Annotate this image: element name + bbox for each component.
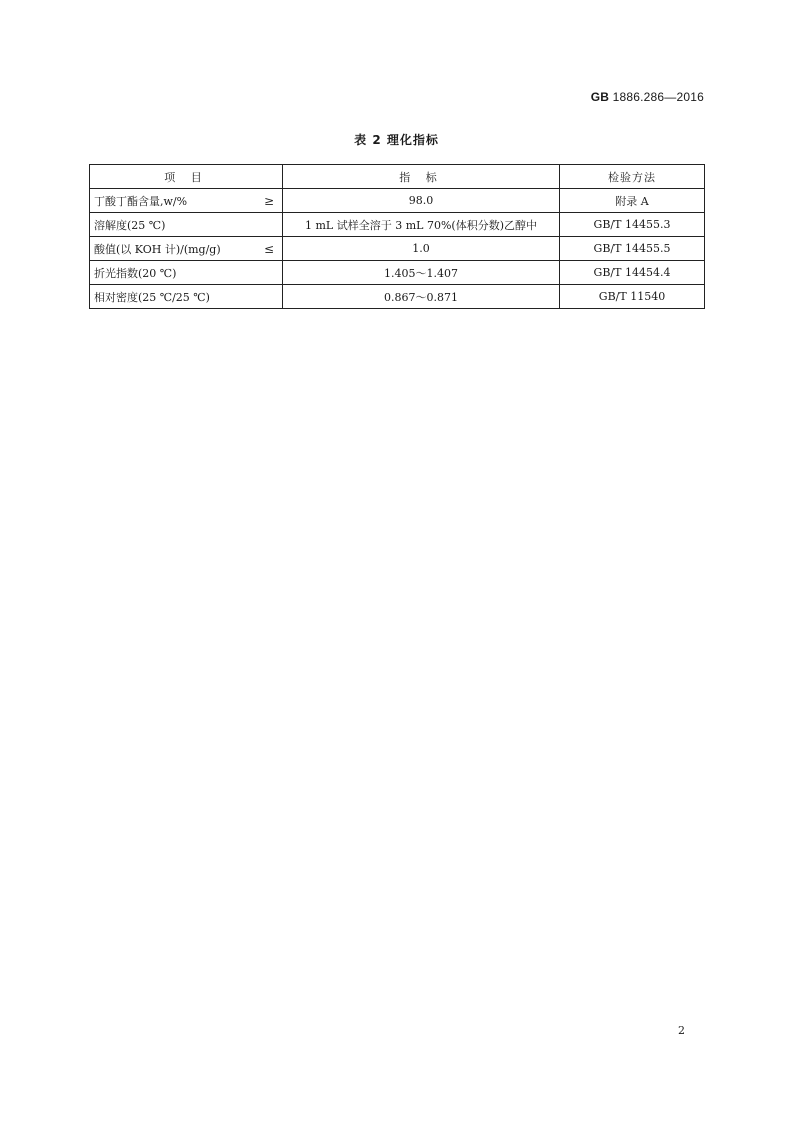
row-limit-symbol: ≥ — [263, 193, 274, 208]
table-header-row — [90, 165, 705, 189]
row-item-cell — [90, 261, 283, 285]
table-row — [90, 261, 705, 285]
standard-number: 1886.286—2016 — [612, 90, 704, 104]
header-item: 项 目 — [90, 165, 283, 189]
row-method: GB/T 14455.5 — [560, 237, 705, 261]
row-value: 98.0 — [283, 189, 560, 213]
row-value: 1.405～1.407 — [283, 261, 560, 285]
table-row — [90, 189, 705, 213]
row-item: 酸值(以 KOH 计)/(mg/g) — [94, 242, 221, 256]
table-row — [90, 237, 705, 261]
standard-code — [591, 90, 704, 104]
physicochemical-spec-table — [89, 164, 705, 309]
table-row — [90, 285, 705, 309]
row-item: 丁酸丁酯含量,w/% — [94, 194, 188, 208]
table-row — [90, 213, 705, 237]
row-value: 1 mL 试样全溶于 3 mL 70%(体积分数)乙醇中 — [283, 213, 560, 237]
header-index: 指 标 — [283, 165, 560, 189]
row-item: 相对密度(25 ℃/25 ℃) — [94, 290, 210, 304]
row-item-cell — [90, 189, 283, 213]
standard-prefix: GB — [590, 90, 610, 104]
row-limit-symbol: ≤ — [263, 241, 274, 256]
table-title: 表 2 理化指标 — [354, 133, 439, 147]
row-value: 0.867～0.871 — [283, 285, 560, 309]
row-method: GB/T 14455.3 — [560, 213, 705, 237]
row-method: 附录 A — [560, 189, 705, 213]
row-item-cell — [90, 237, 283, 261]
row-method: GB/T 11540 — [560, 285, 705, 309]
row-item-cell — [90, 213, 283, 237]
row-item: 折光指数(20 ℃) — [94, 266, 177, 280]
row-value: 1.0 — [283, 237, 560, 261]
header-method: 检验方法 — [560, 165, 705, 189]
row-method: GB/T 14454.4 — [560, 261, 705, 285]
page-number: 2 — [678, 1024, 685, 1037]
row-item: 溶解度(25 ℃) — [94, 218, 166, 232]
row-item-cell — [90, 285, 283, 309]
